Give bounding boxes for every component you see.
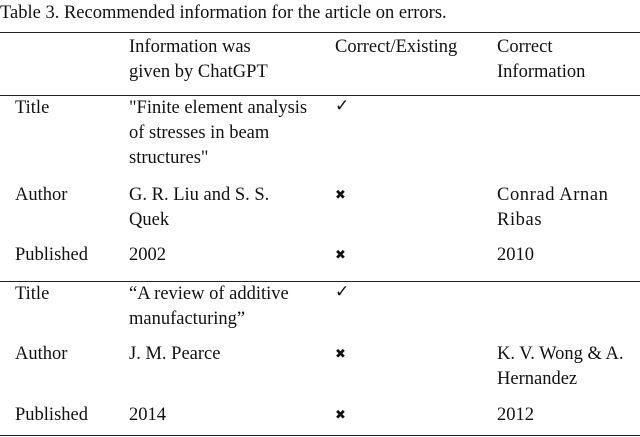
row-correct-author-2: K. V. Wong & A. Hernandez: [497, 344, 624, 389]
header-chatgpt-info: Information was given by ChatGPT: [129, 37, 268, 82]
table-bottom-rule: [0, 435, 640, 436]
row-label-author-1: Author: [15, 185, 68, 205]
cross-mark-icon: ✖: [335, 347, 346, 362]
cross-mark-icon: ✖: [335, 408, 346, 423]
row-correct-author-1: Conrad Arnan Ribas: [497, 185, 609, 230]
cross-mark-icon: ✖: [335, 188, 346, 203]
row-chatgpt-author-2: J. M. Pearce: [129, 344, 221, 364]
check-mark-icon: ✓: [335, 282, 350, 302]
row-label-title-1: Title: [15, 98, 50, 118]
row-chatgpt-title-2: “A review of additive manufacturing”: [129, 284, 289, 329]
table-top-rule: [0, 32, 640, 33]
row-correct-published-2: 2012: [497, 405, 534, 425]
row-label-title-2: Title: [15, 284, 50, 304]
row-label-published-1: Published: [15, 245, 88, 265]
table-caption: Table 3. Recommended information for the article on errors.: [0, 3, 447, 23]
row-chatgpt-author-1: G. R. Liu and S. S. Quek: [129, 185, 270, 230]
row-chatgpt-title-1: "Finite element analysis of stresses in beam structures": [129, 98, 308, 168]
header-correct-existing: Correct/Existing: [335, 37, 458, 57]
cross-mark-icon: ✖: [335, 248, 346, 263]
row-correct-published-1: 2010: [497, 245, 534, 265]
row-label-author-2: Author: [15, 344, 68, 364]
row-chatgpt-published-1: 2002: [129, 245, 166, 265]
check-mark-icon: ✓: [335, 96, 350, 116]
row-label-published-2: Published: [15, 405, 88, 425]
row-chatgpt-published-2: 2014: [129, 405, 166, 425]
header-correct-information: Correct Information: [497, 37, 586, 82]
